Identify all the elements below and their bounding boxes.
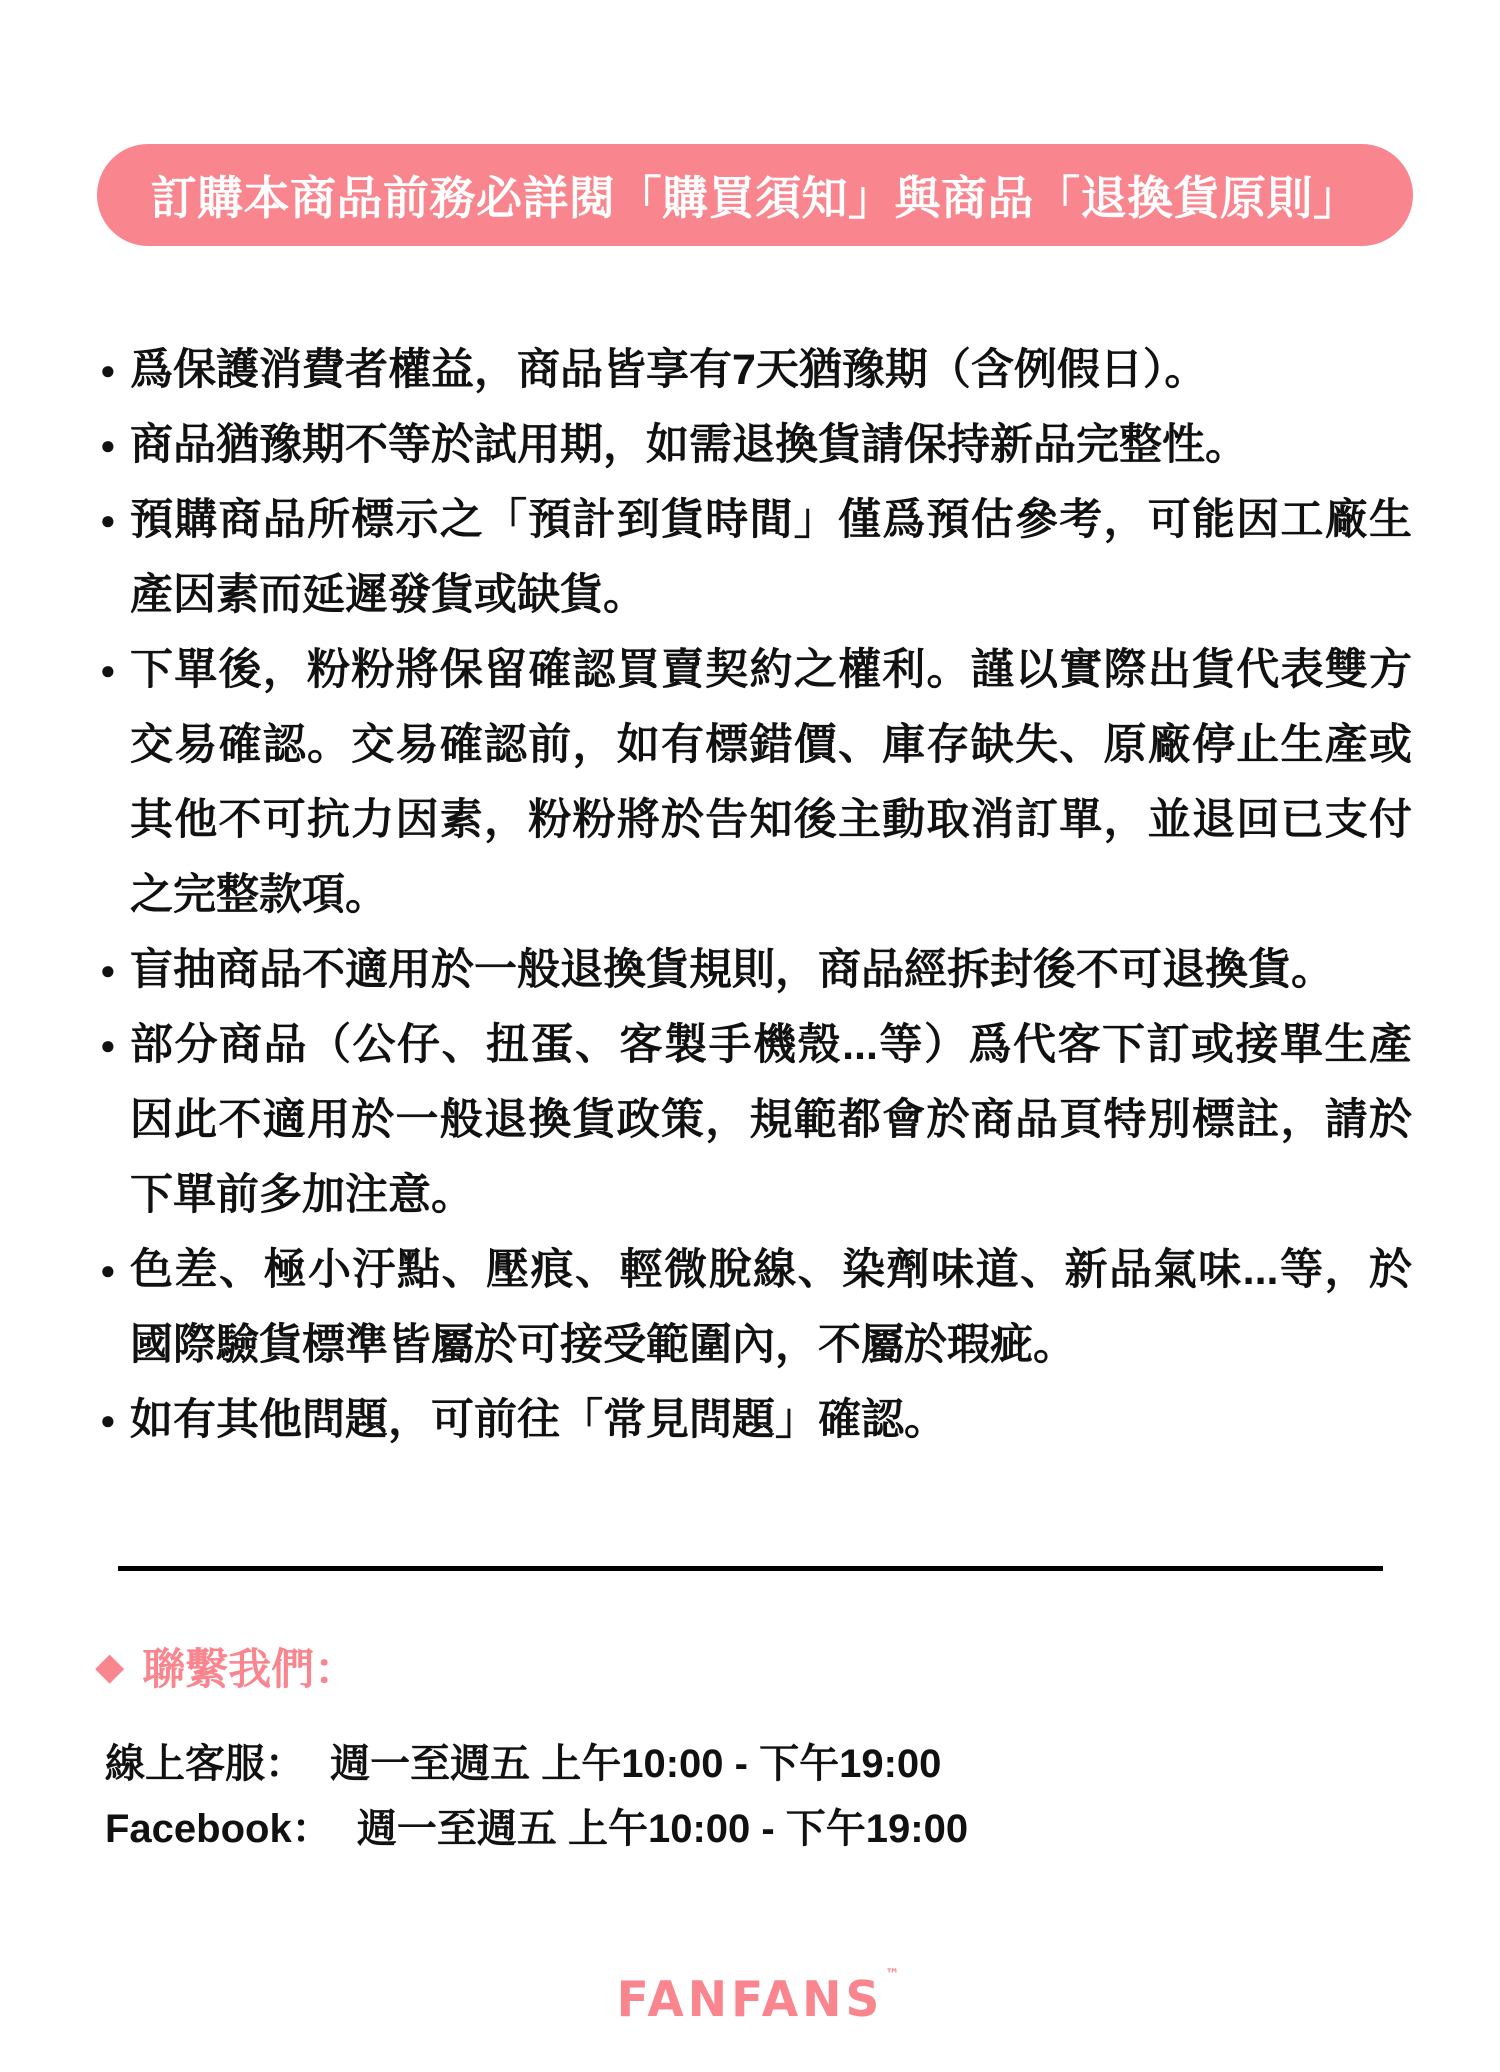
section-divider [118,1566,1383,1571]
bullet-dot-icon: ● [100,655,116,685]
notice-item [100,1383,1412,1458]
notice-item-text: 商品猶豫期不等於試用期，如需退換貨請保持新品完整性。 [130,421,1248,469]
notice-item [100,633,1412,933]
notice-item-text: 盲抽商品不適用於一般退換貨規則，商品經拆封後不可退換貨。 [130,946,1334,994]
notice-banner-title: 訂購本商品前務必詳閱「購買須知」與商品「退換貨原則」 [150,172,1360,224]
bullet-dot-icon: ● [100,505,116,535]
contact-hours: 週一至週五 上午10:00 - 下午19:00 [356,1807,969,1851]
notice-item [100,933,1412,1008]
notice-item-text: 預購商品所標示之「預計到貨時間」僅爲預估參考，可能因工廠生產因素而延遲發貨或缺貨。 [130,496,1412,619]
notice-item-text: 色差、極小汙點、壓痕、輕微脫線、染劑味道、新品氣味...等，於國際驗貨標準皆屬於可接受範圍內，不屬於瑕疵。 [130,1246,1412,1369]
notice-item-text: 爲保護消費者權益，商品皆享有7天猶豫期（含例假日）。 [130,346,1208,394]
notice-item-text: 部分商品（公仔、扭蛋、客製手機殼...等）爲代客下訂或接單生產因此不適用於一般退換貨政策，規範都會於商品頁特別標註，請於下單前多加注意。 [130,1021,1412,1219]
fanfans-logo-text: FANFANS [616,1970,884,2029]
trademark-symbol: ™ [885,1966,900,1984]
bullet-dot-icon: ● [100,355,116,385]
bullet-dot-icon: ● [100,955,116,985]
bullet-dot-icon: ● [100,430,116,460]
purchase-notice-list [100,333,1412,1458]
bullet-dot-icon: ● [100,1405,116,1435]
diamond-bullet-icon: ◆ [95,1645,125,1688]
contact-line-online-service [105,1732,968,1797]
notice-banner [97,144,1413,246]
bullet-dot-icon: ● [100,1255,116,1285]
contact-line-facebook [105,1797,968,1862]
notice-item-text: 下單後，粉粉將保留確認買賣契約之權利。謹以實際出貨代表雙方交易確認。交易確認前，如有標錯價、庫存缺失、原廠停止生產或其他不可抗力因素，粉粉將於告知後主動取消訂單，並退回已支付之完整款項。 [130,646,1412,919]
fanfans-logo [616,1966,900,2029]
notice-item [100,333,1412,408]
contact-channel-label: Facebook： [105,1807,332,1851]
contact-info [105,1732,968,1862]
notice-item [100,1008,1412,1233]
notice-item [100,408,1412,483]
notice-item [100,483,1412,633]
contact-us-heading [95,1636,357,1697]
contact-hours: 週一至週五 上午10:00 - 下午19:00 [330,1742,942,1786]
notice-item-text: 如有其他問題，可前往「常見問題」確認。 [130,1396,947,1444]
footer-logo-container [0,1966,1500,2029]
bullet-dot-icon: ● [100,1030,116,1060]
contact-channel-label: 線上客服： [105,1742,305,1786]
contact-us-label: 聯繫我們： [142,1646,358,1694]
notice-item [100,1233,1412,1383]
